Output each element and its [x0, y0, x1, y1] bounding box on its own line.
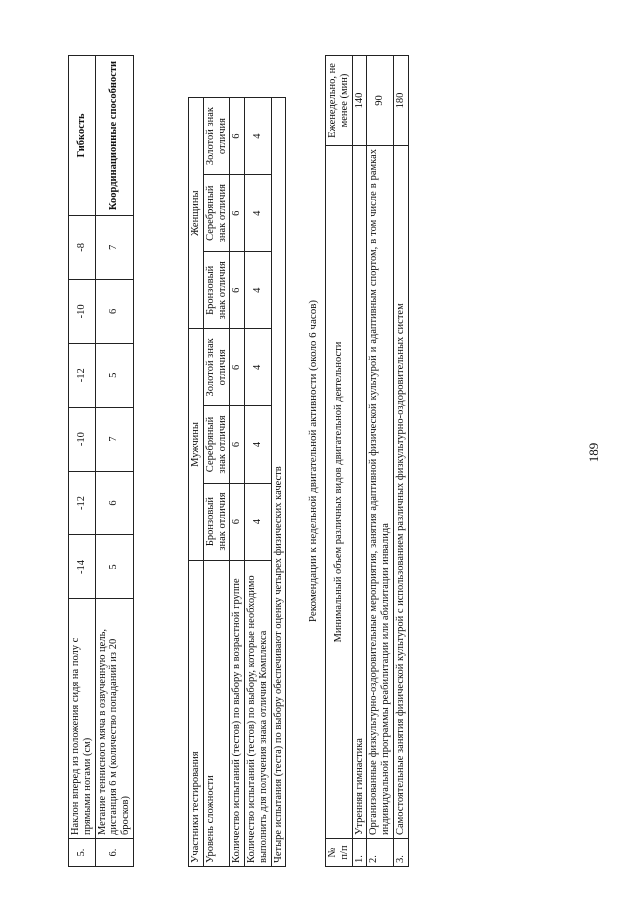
row-number: 2. [367, 839, 394, 867]
quality-header: Гибкость [69, 56, 96, 216]
value-cell: 7 [95, 215, 133, 279]
level-label: Уровень сложности [203, 560, 230, 866]
value-cell: 6 [95, 471, 133, 535]
activity-kind: Организованные физкультурно-оздоровительные мероприятия, занятия адаптивной физической культурой и адаптивным спортом, в том числе в рамках индивидуальной программы реабилитации или абилитации инвалида [367, 145, 394, 838]
activity-kind: Самостоятельные занятия физической культурой с использованием различных физкультурно-оздоровительных систем [393, 145, 408, 838]
activity-time: 140 [352, 56, 367, 146]
value-cell: -10 [69, 407, 96, 471]
page-number: 189 [586, 442, 601, 463]
participants-label: Участники тестирования [189, 560, 204, 866]
activity-time: 180 [393, 56, 408, 146]
row-label: Количество испытаний (тестов) по выбору, которые необходимо выполнить для получения знака отличия Комплекса [245, 560, 272, 866]
standards-table [68, 55, 134, 867]
tests-selection-table [188, 97, 286, 867]
value-cell: 5 [95, 535, 133, 599]
row-number: 1. [352, 839, 367, 867]
value-cell: 7 [95, 407, 133, 471]
badge-header: Бронзовый знак отличия [203, 252, 230, 329]
badge-header: Золотой знак отличия [203, 329, 230, 406]
table-row [367, 56, 394, 867]
table-row [230, 98, 245, 867]
value-cell: 6 [230, 406, 245, 483]
test-name: Наклон вперед из положения сидя на полу с прямыми ногами (см) [69, 599, 96, 839]
value-cell: 6 [230, 252, 245, 329]
value-cell: 5 [95, 343, 133, 407]
badge-header: Золотой знак отличия [203, 98, 230, 175]
value-cell: -8 [69, 215, 96, 279]
value-cell: 6 [230, 483, 245, 560]
row-number: 3. [393, 839, 408, 867]
table-row [271, 98, 286, 867]
table-row [69, 56, 96, 867]
value-cell: -14 [69, 535, 96, 599]
col-time-header: Еженедельно, не менее (мин) [326, 56, 353, 146]
badge-header: Серебряный знак отличия [203, 406, 230, 483]
col-kind-header: Минимальный объем различных видов двигательной деятельности [326, 145, 353, 838]
value-cell: 6 [230, 175, 245, 252]
quality-header: Координационные способности [95, 56, 133, 216]
row-label: Четыре испытания (теста) по выбору обеспечивают оценку четырех физических качеств [271, 98, 286, 867]
value-cell: 4 [245, 98, 272, 175]
men-header: Мужчины [189, 329, 204, 560]
row-number: 6. [95, 839, 133, 867]
badge-header: Бронзовый знак отличия [203, 483, 230, 560]
table-row [203, 98, 230, 867]
value-cell: 6 [230, 329, 245, 406]
row-number: 5. [69, 839, 96, 867]
value-cell: 6 [230, 98, 245, 175]
women-header: Женщины [189, 98, 204, 329]
value-cell: 4 [245, 329, 272, 406]
value-cell: 4 [245, 252, 272, 329]
value-cell: -12 [69, 471, 96, 535]
table-row [326, 56, 353, 867]
col-num-header: № п/п [326, 839, 353, 867]
value-cell: -12 [69, 343, 96, 407]
value-cell: 6 [95, 279, 133, 343]
value-cell: -10 [69, 279, 96, 343]
value-cell: 4 [245, 175, 272, 252]
activity-table [325, 55, 409, 867]
value-cell: 4 [245, 406, 272, 483]
table-row [352, 56, 367, 867]
activity-title: Рекомендации к недельной двигательной активности (около 6 часов) [307, 299, 319, 623]
badge-header: Серебряный знак отличия [203, 175, 230, 252]
value-cell: 4 [245, 483, 272, 560]
activity-kind: Утренняя гимнастика [352, 145, 367, 838]
row-label: Количество испытаний (тестов) по выбору в возрастной группе [230, 560, 245, 866]
table-row [95, 56, 133, 867]
table-row [245, 98, 272, 867]
activity-time: 90 [367, 56, 394, 146]
test-name: Метание теннисного мяча в озвученную цель, дистанция 6 м (количество попаданий из 20 бросков) [95, 599, 133, 839]
table-row [189, 98, 204, 867]
table-row [393, 56, 408, 867]
